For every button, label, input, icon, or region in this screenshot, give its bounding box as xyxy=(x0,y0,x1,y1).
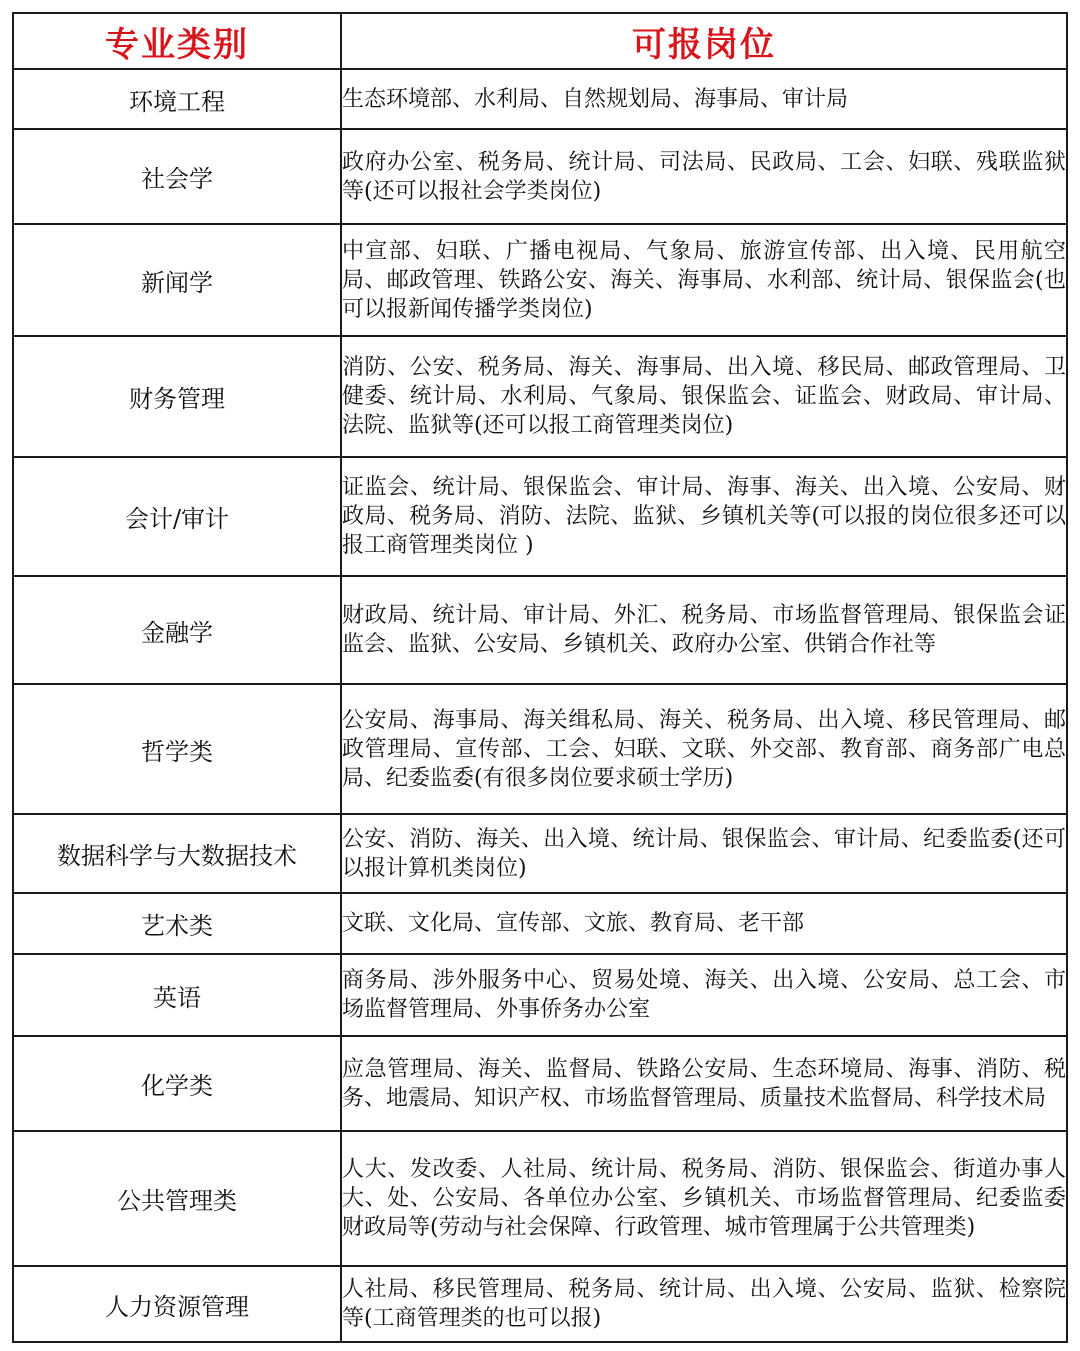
table-row xyxy=(13,1131,1067,1266)
major-cell: 艺术类 xyxy=(13,893,341,954)
major-cell: 金融学 xyxy=(13,576,341,684)
majors-positions-table xyxy=(12,12,1068,1343)
table-row xyxy=(13,224,1067,336)
positions-cell: 应急管理局、海关、监督局、铁路公安局、生态环境局、海事、消防、税务、地震局、知识产权、市场监督管理局、质量技术监督局、科学技术局 xyxy=(341,1036,1067,1131)
major-cell: 环境工程 xyxy=(13,69,341,129)
header-row xyxy=(13,13,1067,69)
major-cell: 财务管理 xyxy=(13,336,341,457)
table-row xyxy=(13,129,1067,224)
major-cell: 公共管理类 xyxy=(13,1131,341,1266)
table-row xyxy=(13,893,1067,954)
table-row xyxy=(13,576,1067,684)
major-cell: 化学类 xyxy=(13,1036,341,1131)
major-cell: 人力资源管理 xyxy=(13,1266,341,1342)
major-cell: 新闻学 xyxy=(13,224,341,336)
positions-cell: 中宣部、妇联、广播电视局、气象局、旅游宣传部、出入境、民用航空局、邮政管理、铁路公安、海关、海事局、水利部、统计局、银保监会(也可以报新闻传播学类岗位) xyxy=(341,224,1067,336)
major-cell: 哲学类 xyxy=(13,684,341,814)
positions-cell: 人大、发改委、人社局、统计局、税务局、消防、银保监会、街道办事人大、处、公安局、各单位办公室、乡镇机关、市场监督管理局、纪委监委财政局等(劳动与社会保障、行政管理、城市管理属于公共管理类) xyxy=(341,1131,1067,1266)
header-major-category: 专业类别 xyxy=(13,13,341,69)
positions-cell: 文联、文化局、宣传部、文旅、教育局、老干部 xyxy=(341,893,1067,954)
table-row xyxy=(13,69,1067,129)
positions-cell: 证监会、统计局、银保监会、审计局、海事、海关、出入境、公安局、财政局、税务局、消防、法院、监狱、乡镇机关等(可以报的岗位很多还可以报工商管理类岗位 ) xyxy=(341,457,1067,576)
table-row xyxy=(13,457,1067,576)
positions-cell: 商务局、涉外服务中心、贸易处境、海关、出入境、公安局、总工会、市场监督管理局、外事侨务办公室 xyxy=(341,954,1067,1036)
major-cell: 英语 xyxy=(13,954,341,1036)
table-row xyxy=(13,684,1067,814)
positions-cell: 消防、公安、税务局、海关、海事局、出入境、移民局、邮政管理局、卫健委、统计局、水利局、气象局、银保监会、证监会、财政局、审计局、法院、监狱等(还可以报工商管理类岗位) xyxy=(341,336,1067,457)
positions-cell: 生态环境部、水利局、自然规划局、海事局、审计局 xyxy=(341,69,1067,129)
positions-cell: 公安局、海事局、海关缉私局、海关、税务局、出入境、移民管理局、邮政管理局、宣传部、工会、妇联、文联、外交部、教育部、商务部广电总局、纪委监委(有很多岗位要求硕士学历) xyxy=(341,684,1067,814)
table-row xyxy=(13,954,1067,1036)
table-row xyxy=(13,1036,1067,1131)
positions-cell: 财政局、统计局、审计局、外汇、税务局、市场监督管理局、银保监会证监会、监狱、公安局、乡镇机关、政府办公室、供销合作社等 xyxy=(341,576,1067,684)
major-cell: 会计/审计 xyxy=(13,457,341,576)
positions-cell: 人社局、移民管理局、税务局、统计局、出入境、公安局、监狱、检察院等(工商管理类的也可以报) xyxy=(341,1266,1067,1342)
positions-cell: 政府办公室、税务局、统计局、司法局、民政局、工会、妇联、残联监狱等(还可以报社会学类岗位) xyxy=(341,129,1067,224)
header-available-positions: 可报岗位 xyxy=(341,13,1067,69)
table-row xyxy=(13,1266,1067,1342)
positions-cell: 公安、消防、海关、出入境、统计局、银保监会、审计局、纪委监委(还可以报计算机类岗位) xyxy=(341,814,1067,893)
table-row xyxy=(13,336,1067,457)
major-cell: 数据科学与大数据技术 xyxy=(13,814,341,893)
major-cell: 社会学 xyxy=(13,129,341,224)
table-row xyxy=(13,814,1067,893)
